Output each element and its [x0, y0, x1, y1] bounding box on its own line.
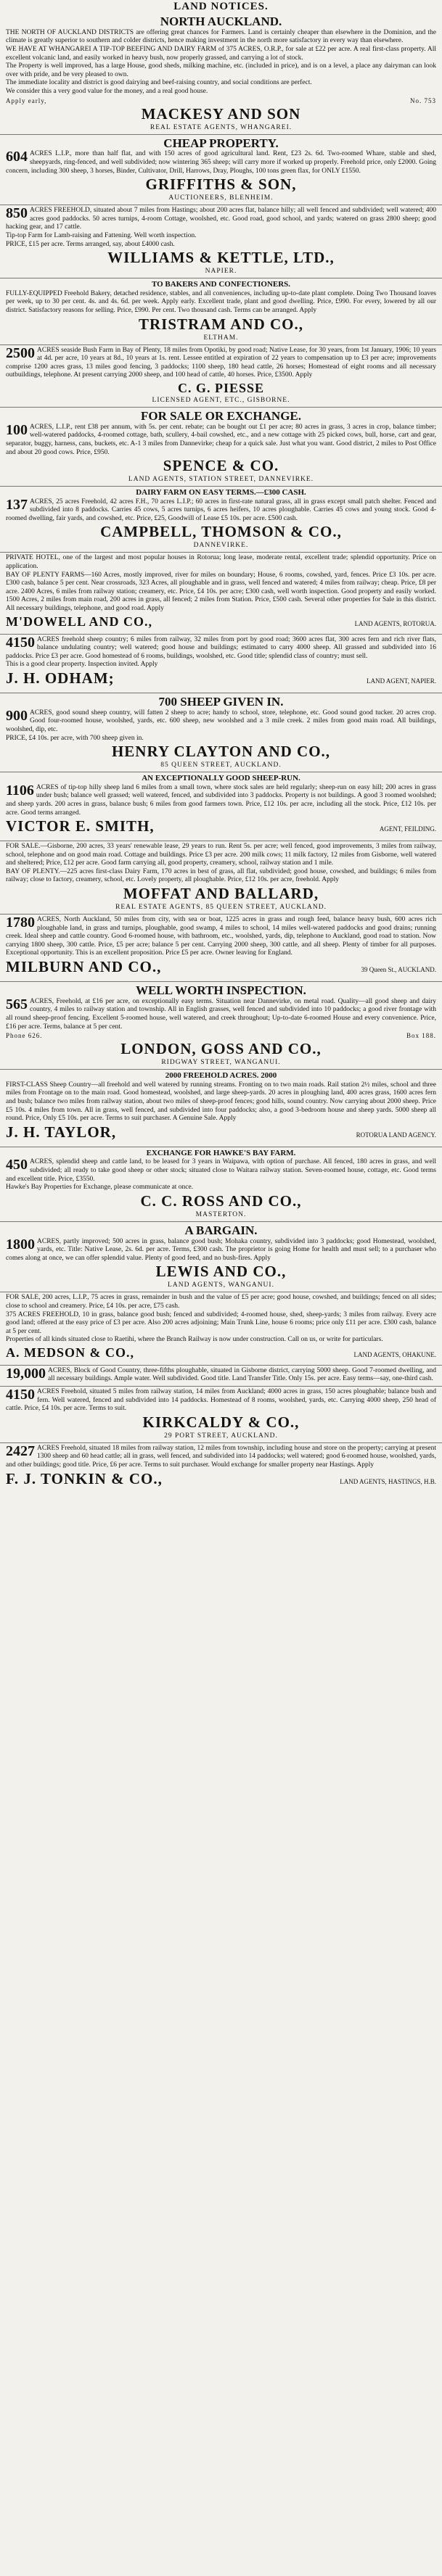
acreage-figure: 900: [6, 707, 28, 724]
agent-name-text: MACKESY AND SON: [141, 104, 301, 123]
advert-paragraph: THE NORTH OF AUCKLAND DISTRICTS are offering great chances for Farmers. Land is certainly cheaper than elsewhere in the Dominion, and the climate is greatly superior to southern and colder districts, hence making investment in the north more satisfactory in every way than elsewhere.: [6, 28, 436, 45]
advert-heading: DAIRY FARM ON EASY TERMS.—£300 CASH.: [136, 489, 306, 498]
agent-name: [6, 1263, 436, 1281]
advert-paragraph: ACRES FREEHOLD, situated about 7 miles from Hastings; about 200 acres flat, balance hilly; all well fenced and subdivided; well watered; 400 acres good paddocks. 50 acres turnips, 4-room Cottage, woolshed, etc. Good road, good school, and yards; watered on grass 2800 sheep; good hacking gear, and 17 cattle.: [6, 207, 436, 231]
advert-text: [6, 571, 436, 614]
advert-heading: TO BAKERS AND CONFECTIONERS.: [151, 281, 291, 289]
advert-paragraph: FIRST-CLASS Sheep Country—all freehold and well watered by running streams. Fronting on to two main roads. Rail station 2½ miles, school and three miles from Frontage on to the main road. Good homestead, woolshed, and large sheep-yards. 20 acres in ploughing land, 400 acres grass, 1600 acres fern and bush; balance two miles from railway station, about two miles of sheep-proof fences; good hills, sound country. Now carrying about 2000 sheep. Price £5 10s. 4 miles from town. All in grass, well fenced, and subdivided into four paddocks; also, a good 3-bedroom house and sheep yards. 5000 sheep all round. Price, Only £5 10s. per acre. Terms to suit purchaser. A Genuine Sale. Apply: [6, 1081, 436, 1123]
land-advert: [0, 553, 442, 634]
land-advert: [0, 487, 442, 553]
land-advert: [0, 1366, 442, 1387]
advert-paragraph: PRIVATE HOTEL, one of the largest and most popular houses in Rotorua; long lease, moderate rental, excellent trade; splendid opportunity. Price on application.: [6, 554, 436, 571]
agent-name: [6, 817, 436, 838]
footer-right: Box 188.: [406, 1032, 436, 1040]
agent-address: LAND AGENTS, STATION STREET, DANNEVIRKE.: [128, 476, 314, 484]
agent-location: LAND AGENTS, HASTINGS, H.B.: [340, 1477, 436, 1485]
acreage-figure: 450: [6, 1157, 28, 1173]
agent-name: [6, 176, 436, 194]
land-advert: [0, 1147, 442, 1222]
agent-name-text: TRISTRAM AND CO.,: [138, 315, 304, 333]
agent-address: AUCTIONEERS, BLENHEIM.: [168, 194, 274, 202]
advert-text: [6, 709, 436, 735]
advert-paragraph: ACRES seaside Bush Farm in Bay of Plenty, 18 miles from Opotiki, by good road; Native Lease, for 30 years, from 1st January, 1906; 10 years at 4d. per acre, 10 years at 8d., 10 years at 1s. rent. Lessee entitled at expiration of 22 years to compensation up to £3 per acre; improvements comprise 1200 acres grass, 13 miles good fencing, 3 paddocks; 1100 sheep, 180 head cattle, 26 horses; Homestead of eight rooms and all necessary outbuildings, telephone. At present carrying 2000 sheep, and 100 head of cattle, 40 horses. Price, £3500. Apply: [6, 346, 436, 379]
advert-paragraph: WE HAVE AT WHANGAREI A TIP-TOP BEEFING AND DAIRY FARM of 375 ACRES, O.R.P., for sale at £22 per acre. A real first-class property. All excellent volcanic land, and easily worked in heavy bush, now properly grassed, and carrying a lot of stock.: [6, 46, 436, 62]
agent-name-text: GRIFFITHS & SON,: [145, 176, 297, 194]
agent-name: [6, 1040, 436, 1058]
agent-name-text: LONDON, GOSS AND CO.,: [120, 1040, 322, 1058]
agent-name-text: MOFFAT AND BALLARD,: [123, 885, 319, 903]
agent-name-text: J. H. TAYLOR,: [6, 1123, 117, 1141]
agent-address: ELTHAM.: [203, 334, 239, 342]
agent-name: [6, 885, 436, 903]
advert-heading: AN EXCEPTIONALLY GOOD SHEEP-RUN.: [142, 775, 300, 783]
land-advert: [0, 841, 442, 915]
land-advert: [0, 278, 442, 344]
agent-address: REAL ESTATE AGENTS, 85 QUEEN STREET, AUCKLAND.: [115, 904, 327, 912]
advert-text: [6, 232, 436, 241]
agent-location: LAND AGENTS, OHAKUNE.: [353, 1350, 436, 1358]
agent-name-text: A. MEDSON & CO.,: [6, 1345, 134, 1360]
agent-address: RIDGWAY STREET, WANGANUI.: [161, 1059, 281, 1067]
advert-text: [6, 1442, 436, 1470]
advert-text: [6, 1311, 436, 1337]
advert-text: [6, 241, 436, 249]
advert-paragraph: The immediate locality and district is good dairying and beef-raising country, and social conditions are perfect.: [6, 79, 312, 87]
acreage-figure: 1780: [6, 915, 35, 931]
advert-text: [6, 1158, 436, 1184]
agent-name-text: SPENCE & CO.: [163, 457, 279, 475]
advert-paragraph: BAY OF PLENTY FARMS—160 Acres, mostly improved, river for miles on boundary; House, 6 rooms, cowshed, yard, fences. Price £3 10s. per acre. £300 cash, balance 5 per cent. Near crossroads, 323 Acres, all ploughable and in grass, well fenced and watered; 4 miles from railway; cheap. Price, £8 per acre. 2400 Acres, 6 miles from railway station; creamery, etc. Price, £4 10s. per acre; £300 cash, well worth inspection. Good property and easily worked. 1500 Acres, 2 miles from main road, 200 acres in grass, all fenced; 2 miles from Station. Price, £500 cash. Several other properties for Sale in this district. All necessary buildings, telephone, and good road. Apply: [6, 571, 436, 612]
advert-paragraph: ACRES, partly improved; 500 acres in grass, balance good bush; Mohaka country, subdivided into 3 paddocks; good Homestead, woolshed, yards, etc. Title: Native Lease, 2s. 6d. per acre. Terms, £300 cash. The proprietor is going Home for health and must sell; to a purchaser who comes along at once, we can offer splendid value. Plenty of good feed, and no bush-fires. Apply: [6, 1237, 436, 1262]
agent-name-text: LEWIS AND CO.,: [155, 1263, 287, 1281]
advert-paragraph: BAY OF PLENTY.—225 acres first-class Dairy Farm, 170 acres in best of grass, all flat, subdivided; good house, cowshed, and buildings; 6 miles from railway; close to factory, creamery, school, etc. Lovely property, all ploughable. Price, £12 10s. per acre, freehold. Apply: [6, 867, 436, 884]
agent-name: [6, 1470, 436, 1491]
advert-heading: 2000 FREEHOLD ACRES. 2000: [165, 1072, 277, 1081]
advert-paragraph: We consider this a very good value for the money, and a real good house.: [6, 88, 208, 95]
advert-paragraph: ACRES, North Auckland, 50 miles from city, with sea or boat, 1225 acres in grass and rough feed, balance heavy bush, 600 acres rich ploughable land, in grass and turnips, ploughable, good swamp, 4 miles to school, 14 miles well-watered paddocks and good drains; running creek. Ideal sheep and cattle country. Good 6-roomed house, with bathroom, etc., woolshed, yards, dip, telephone to Auckland, good road to station. Now carrying 1800 sheep, 300 cattle. Price, £5 per acre; balance 5 per cent. Carrying 2000 sheep, 300 cattle, and all sheep. Plenty of timber for all purposes. Exceptional opportunity. This is an excellent proposition. Price £5 per acre. Owner leaving for England.: [6, 916, 436, 957]
agent-name-text: MILBURN AND CO.,: [6, 958, 162, 976]
footer-left: Apply early,: [6, 96, 47, 104]
agent-name: [6, 614, 436, 632]
land-advert: [0, 1222, 442, 1293]
acreage-figure: 2427: [6, 1442, 35, 1459]
advert-text: [6, 868, 436, 885]
land-advert: [0, 135, 442, 206]
agent-address: 85 QUEEN STREET, AUCKLAND.: [160, 761, 282, 769]
advert-paragraph: The Property is well improved, has a large House, good sheds, milking machine, etc. (included in price), and is on a level, a place any dairyman can look over with pride, and be very pleased to own.: [6, 62, 436, 78]
agent-name: [6, 669, 436, 690]
advert-footer-row: [6, 96, 436, 105]
advert-text: [6, 62, 436, 79]
advert-text: [6, 1184, 436, 1192]
advert-paragraph: This is a good clear property. Inspection invited. Apply: [6, 661, 158, 669]
advert-paragraph: ACRES Freehold, situated 5 miles from railway station, 14 miles from Auckland; 4000 acres in grass, 150 acres ploughable; balance bush and fern. Well watered, fenced and subdivided into 14 paddocks. Homestead of 8 rooms, woolshed, yards, etc. Carrying 4000 sheep, 250 head of cattle. Price, £4 10s. per acre. Terms to suit.: [6, 1388, 436, 1413]
advert-text: [6, 79, 436, 88]
agent-location: LAND AGENTS, ROTORUA.: [354, 619, 436, 627]
advert-paragraph: 375 ACRES FREEHOLD, 10 in grass, balance good bush; fenced and subdivided; 4-roomed house, shed, sheep-yards; 3 miles from railway. Every acre good land; offered at the easy price of £3 per acre. Also 200 acres adjoining; Main Trunk Line, house 6 rooms; price only £11 per acre. £300 cash, balance at 5 per cent.: [6, 1310, 436, 1335]
advert-footer-row: [6, 1031, 436, 1040]
land-advert: [0, 1292, 442, 1366]
acreage-figure: 1106: [6, 782, 34, 798]
advert-text: [6, 150, 436, 176]
advert-paragraph: ACRES L.I.P., more than half flat, and with 150 acres of good agricultural land. Rent, £23 2s. 6d. Two-roomed Whare, stable and shed, sheepyards, ring-fenced, and well subdivided; now wintering 365 sheep; will carry more if worked up properly. Freehold price, only £2000. Going concern, including 300 sheep, 3 horses, Binder, Cultivator, Drill, Harrows, Dray, Ploughs, 100 tons green flax, for ONLY £1550.: [6, 150, 436, 175]
advert-heading: A BARGAIN.: [184, 1223, 258, 1237]
agent-name-text: F. J. TONKIN & CO.,: [6, 1469, 163, 1487]
agent-address: MASTERTON.: [195, 1210, 247, 1218]
advert-paragraph: Hawke's Bay Properties for Exchange, please communicate at once.: [6, 1184, 194, 1192]
agent-address: LAND AGENTS, WANGANUI.: [168, 1281, 274, 1289]
agent-name-text: HENRY CLAYTON AND CO.,: [111, 743, 331, 761]
advert-heading: 700 SHEEP GIVEN IN.: [158, 695, 284, 709]
advert-text: [6, 735, 436, 743]
advert-text: [6, 1294, 436, 1310]
agent-name: [6, 1192, 436, 1210]
agent-name: [6, 1413, 436, 1432]
land-advert: [0, 408, 442, 487]
acreage-figure: 19,000: [6, 1365, 46, 1382]
advert-paragraph: Properties of all kinds situated close to Raetihi, where the Branch Railway is now under construction. Call on us, or write for particulars.: [6, 1336, 383, 1344]
advert-text: [6, 421, 436, 457]
footer-left: Phone 626.: [6, 1032, 43, 1040]
agent-name: [6, 457, 436, 475]
agent-location: ROTORUA LAND AGENCY.: [356, 1131, 436, 1139]
advert-paragraph: FULLY-EQUIPPED Freehold Bakery, detached residence, stables, and all conveniences, including up-to-date plant complete. Doing Two Thousand loaves per week, up to 30 per cent. 4s. and 4s. 6d. per week. Apply early. Excellent trade, plant and good dwelling. Price, £990. For every, lowered by all our district. Satisfactory reasons for selling. Price, £990. Per cent. Two thousand cash. Terms can be arranged. Apply: [6, 289, 436, 314]
advert-text: [6, 1388, 436, 1413]
agent-name-text: C. C. ROSS AND CO.,: [140, 1192, 302, 1210]
agent-name: [6, 743, 436, 761]
advert-paragraph: ACRES of tip-top hilly sheep land 6 miles from a small town, where stock sales are held regularly; sheep-run on easy hill; 200 acres in grass under bush; balance well grassed; well watered, fenced, and subdivided into 3 paddocks. Property is not buildings. A good 3 roomed woolshed; and sheep yards. 200 acres in grass, balance bush; 6 miles from good farmers town. Price, £12 10s. per acre, including all the stock. Price, £12 10s. per acre. Good terms arranged.: [6, 783, 436, 817]
land-notices-column: [0, 13, 442, 1493]
land-advert: [0, 345, 442, 408]
advert-paragraph: FOR SALE, 200 acres, L.I.P., 75 acres in grass, remainder in bush and the value of £5 per acre; good house, cowshed, and buildings; fenced on all sides; close to school and creamery. Price, £4 10s. per acre, £75 cash.: [6, 1294, 436, 1310]
agent-name: [6, 1345, 436, 1363]
agent-address: LICENSED AGENT, ETC., GISBORNE.: [152, 396, 290, 404]
section-masthead: LAND NOTICES.: [173, 1, 269, 12]
advert-paragraph: ACRES, 25 acres Freehold, 42 acres F.H., 70 acres L.I.P.; 60 acres in first-rate natural grass, all in grass except small patch shelter. Fenced and subdivided into 8 paddocks. Carries 45 cows, 5 acres turnips, 6 acres heifers, 10 acres ploughable. Carries 45 cows and young stock. Good 4-roomed dwelling, fair yards, and cowshed, etc. Price, £25, Goodwill of Lease £5 10s. per acre. £500 cash.: [6, 498, 436, 522]
agent-location: 39 Queen St., AUCKLAND.: [361, 966, 436, 974]
land-advert: [0, 915, 442, 982]
agent-name: [6, 315, 436, 334]
land-advert: [0, 205, 442, 278]
land-advert: [0, 1070, 442, 1147]
advert-heading: WELL WORTH INSPECTION.: [136, 984, 306, 997]
land-advert: [0, 1443, 442, 1493]
acreage-figure: 850: [6, 205, 28, 222]
advert-text: [6, 290, 436, 315]
agent-name-text: C. G. PIESSE: [177, 380, 265, 395]
advert-text: [6, 998, 436, 1031]
advert-paragraph: ACRES, Block of Good Country, three-fifths ploughable, situated in Gisborne district, carrying 5000 sheep. Good 7-roomed dwelling, and all necessary buildings. Ample water. Well subdivided. Good title. Land Transfer Title. Only 15s. per acre. Easy terms—say, one-third cash.: [48, 1366, 436, 1383]
advert-heading: NORTH AUCKLAND.: [160, 15, 282, 28]
land-advert: [0, 982, 442, 1070]
land-advert: [0, 13, 442, 135]
advert-paragraph: PRICE, £4 10s. per acre, with 700 sheep given in.: [6, 734, 144, 742]
advert-text: [6, 498, 436, 524]
advert-text: [6, 843, 436, 868]
advert-text: [6, 88, 436, 96]
advert-paragraph: ACRES, good sound sheep country, will fatten 2 sheep to acre; handy to school, store, telephone, etc. Good sound good tucker. 20 acres crop. Good four-roomed house, woolshed, yards, etc. 600 sheep, new woolshed and a 3 mile creek. 2 miles from good main road. All buildings, woolshed, dip, etc.: [6, 709, 436, 733]
agent-address: 29 PORT STREET, AUCKLAND.: [164, 1432, 278, 1440]
advert-text: [6, 29, 436, 46]
agent-name: [6, 523, 436, 541]
footer-right: No. 753: [410, 96, 436, 104]
land-advert: [0, 1387, 442, 1443]
advert-paragraph: Tip-top Farm for Lamb-raising and Fattening. Well worth inspection.: [6, 232, 197, 239]
advert-text: [6, 46, 436, 62]
advert-paragraph: ACRES Freehold, situated 18 miles from railway station, 12 miles from township, including house and store on the property; carrying at present 1300 sheep and 60 head cattle; all in grass, well fenced, and subdivided into 14 paddocks; well watered; good 6-roomed house, woolshed, yards, and other buildings; good title. Price, £6 per acre. Terms to suit purchaser. Would exchange for smaller property near Hastings. Apply: [6, 1444, 436, 1469]
advert-text: [6, 344, 436, 380]
acreage-figure: 2500: [6, 344, 35, 361]
agent-name-text: CAMPBELL, THOMSON & CO.,: [100, 523, 342, 541]
advert-text: [6, 636, 436, 661]
advert-text: [6, 554, 436, 571]
agent-name-text: KIRKCALDY & CO.,: [142, 1413, 300, 1431]
advert-paragraph: ACRES, Freehold, at £16 per acre, on exceptionally easy terms. Situation near Dannevirke, on metal road. Quality—all good sheep and dairy country, 4 miles to railway station and township. All in English grasses, well fenced and subdivided into 10 paddocks; a good river frontage with all round sheep-proof fencing. Excellent 5-roomed house, well watered, and creek throughout; Up-to-date 6-roomed House and every convenience. Price, £16 per acre. Terms, balance at 5 per cent.: [6, 997, 436, 1031]
advert-text: [6, 1336, 436, 1345]
advert-text: [6, 1238, 436, 1263]
acreage-figure: 137: [6, 496, 28, 513]
advert-text: [6, 916, 436, 958]
acreage-figure: 565: [6, 996, 28, 1012]
agent-address: NAPIER.: [205, 268, 237, 276]
land-advert: [0, 635, 442, 693]
advert-paragraph: ACRES, splendid sheep and cattle land, to be leased for 3 years in Waipawa, with option of purchase. All fenced, 180 acres in grass, and well subdivided; all ready to take good sheep or other stock; situated close to Waitara railway station. Seven-roomed house, cottage, etc. Good terms and excellent title. Price, £3550.: [6, 1158, 436, 1183]
acreage-figure: 100: [6, 421, 28, 438]
agent-address: REAL ESTATE AGENTS, WHANGAREI.: [150, 123, 292, 131]
advert-text: [6, 1081, 436, 1123]
agent-name-text: WILLIAMS & KETTLE, LTD.,: [107, 249, 335, 267]
acreage-figure: 1800: [6, 1236, 35, 1252]
advert-paragraph: PRICE, £15 per acre. Terms arranged, say, about £4000 cash.: [6, 240, 175, 248]
agent-name-text: J. H. ODHAM;: [6, 669, 115, 687]
land-advert: [0, 772, 442, 841]
advert-heading: FOR SALE OR EXCHANGE.: [140, 409, 302, 423]
advert-paragraph: FOR SALE.—Gisborne, 200 acres, 33 years' renewable lease, 29 years to run. Rent 5s. per acre; well fenced, good improvements, 3 miles from railway, school, telephone and on good main road. Cottage and buildings. Price £3 per acre. 200 milk cows; 11 milk factory, 12 miles from Gisborne, well watered and sheltered; Price, £12 per acre. Good farm carrying all, good property, creamery, school, railway station and 1 mile.: [6, 843, 436, 867]
acreage-figure: 4150: [6, 634, 35, 651]
agent-name: [6, 1123, 436, 1144]
agent-name-text: VICTOR E. SMITH,: [6, 817, 155, 835]
agent-name: [6, 249, 436, 267]
agent-location: AGENT, FEILDING.: [379, 825, 436, 833]
advert-text: [6, 784, 436, 817]
advert-paragraph: ACRES freehold sheep country; 6 miles from railway, 32 miles from port by good road; 3600 acres flat, 300 acres fern and rich river flats, balance undulating country; well watered; good house and buildings; estimated to carry 4000 sheep. All grassed and subdivided into 16 paddocks. Price £3 per acre. Good homestead of 6 rooms, buildings, woolshed, etc. Good title; splendid class of country; must sell.: [6, 635, 436, 660]
agent-address: DANNEVIRKE.: [193, 542, 249, 550]
land-advert: [0, 693, 442, 772]
agent-name: [6, 105, 436, 123]
acreage-figure: 604: [6, 149, 28, 165]
advert-heading: EXCHANGE FOR HAWKE'S BAY FARM.: [146, 1149, 296, 1157]
advert-paragraph: ACRES, L.I.P., rent £38 per annum, with 5s. per cent. rebate; can be bought out £1 per acre; 80 acres in grass, 3 acres in crop, balance timber; well-watered paddocks, 4-roomed cottage, bath, scullery, 4-bail cowshed, etc., and a new cottage with 25 picked cows, bull, horse, cart and gear, separator, buggy, harness, cans, buckets, etc. A-1 3 miles from Dannevirke; cheap for a quick sale. Just what you want. Good district, 2 miles to Post Office and about 20 good cows. Price, £950.: [6, 423, 436, 456]
advert-text: [6, 1367, 436, 1384]
agent-name: [6, 958, 436, 979]
advert-text: [6, 661, 436, 669]
advert-heading: CHEAP PROPERTY.: [163, 136, 279, 150]
agent-location: LAND AGENT, NAPIER.: [367, 677, 436, 685]
agent-name: [6, 380, 436, 396]
acreage-figure: 4150: [6, 1387, 35, 1403]
agent-name-text: M'DOWELL AND CO.,: [6, 614, 153, 629]
advert-text: [6, 207, 436, 232]
